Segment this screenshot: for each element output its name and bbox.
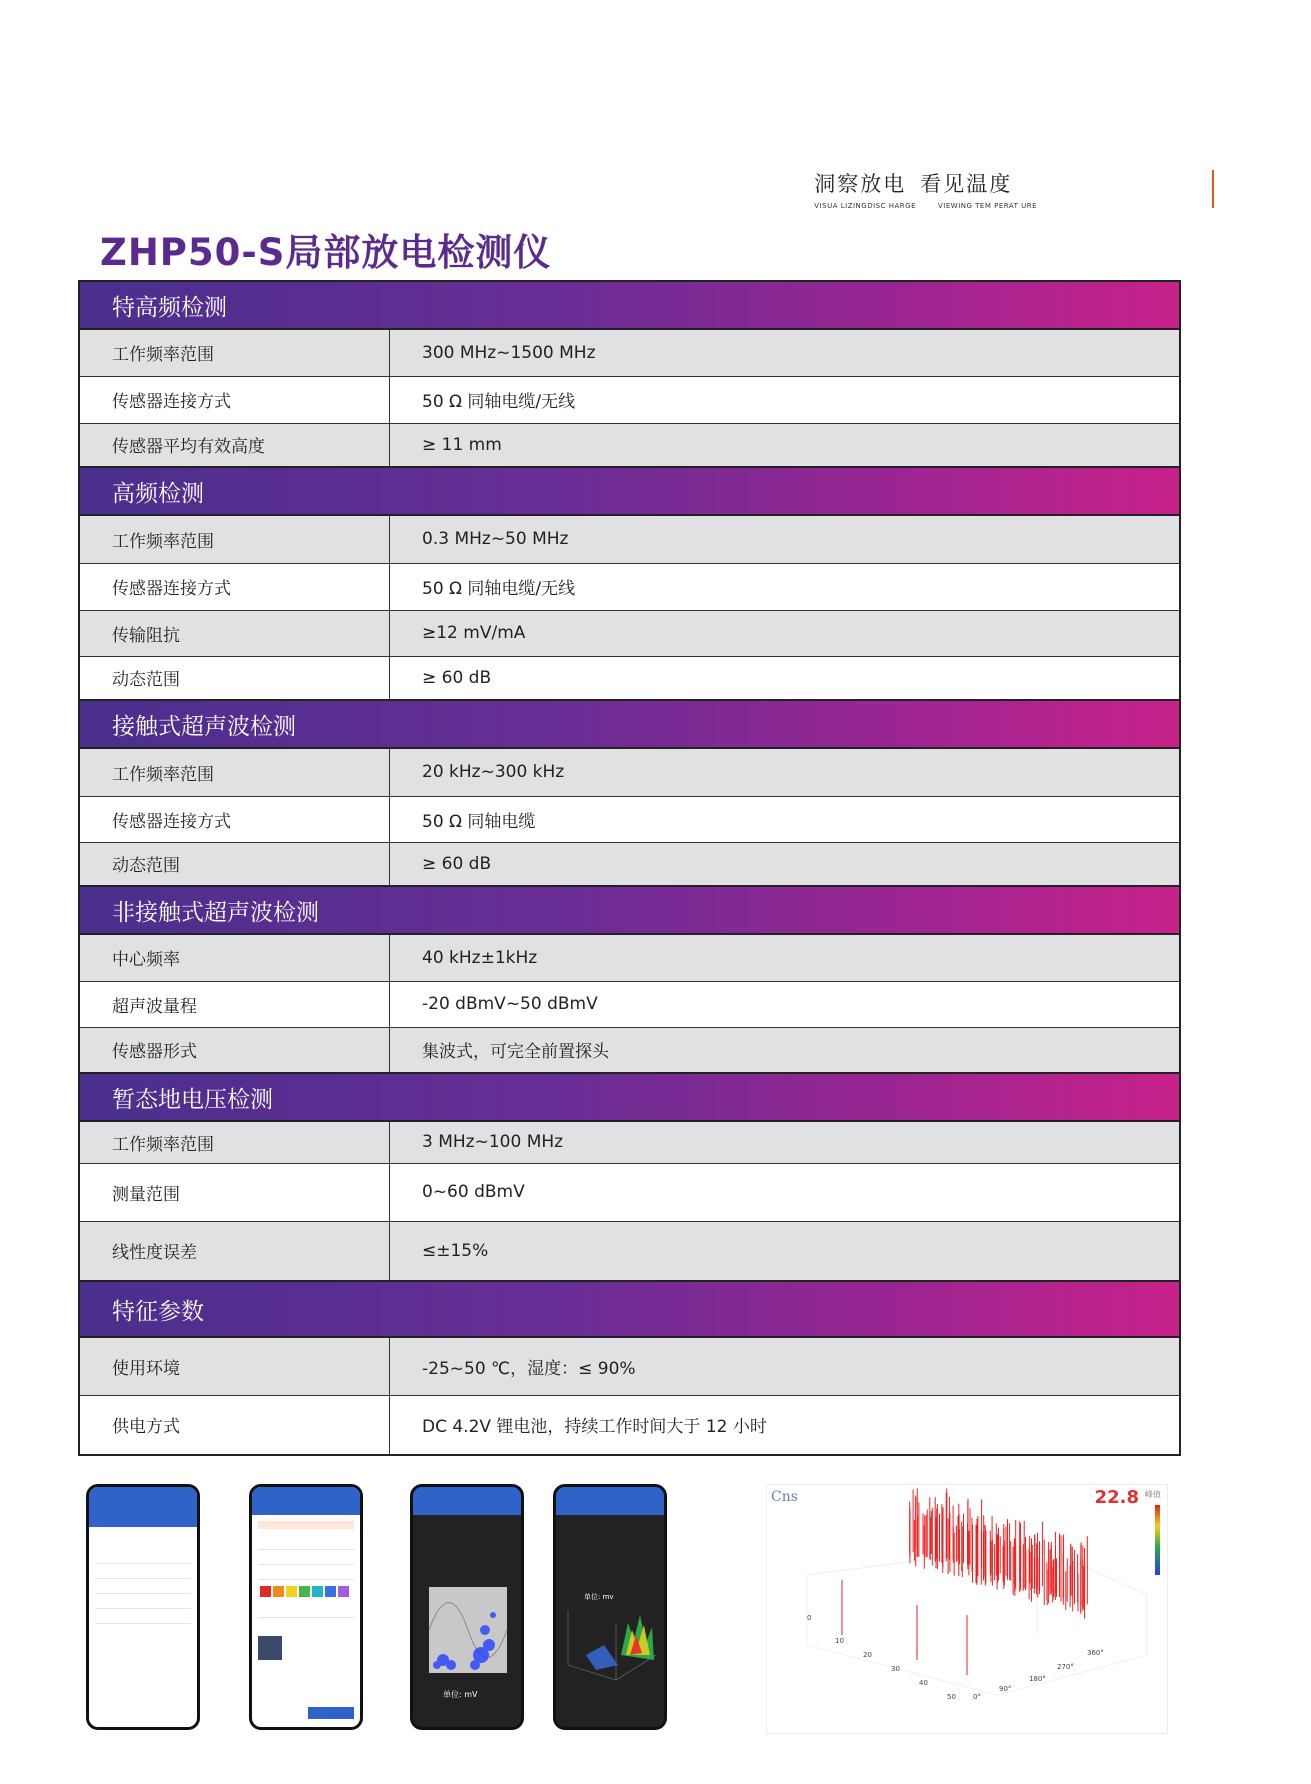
menu-row — [95, 1579, 191, 1594]
photo-thumbnail — [258, 1636, 282, 1660]
menu-row — [95, 1594, 191, 1609]
y-tick: 50 — [947, 1693, 956, 1701]
brand-slogan — [814, 168, 1059, 210]
phone4-unit: 单位: mv — [584, 1593, 614, 1601]
menu-row — [95, 1564, 191, 1579]
slogan-en-2: VIEWING TEM PERAT URE — [938, 202, 1037, 210]
table-row: 线性度误差 ≤±15% — [79, 1221, 1180, 1281]
phone3-unit: 单位: mV — [443, 1690, 478, 1699]
menu-row — [95, 1549, 191, 1564]
prps-3d-svg — [767, 1485, 1167, 1733]
table-row: 传感器连接方式 50 Ω 同轴电缆/无线 — [79, 376, 1180, 423]
y-tick: 0 — [807, 1614, 812, 1622]
y-tick: 40 — [919, 1679, 928, 1687]
table-row: 动态范围 ≥ 60 dB — [79, 842, 1180, 886]
table-row: 使用环境 -25~50 ℃，湿度：≤ 90% — [79, 1337, 1180, 1395]
table-row: 传输阻抗 ≥12 mV/mA — [79, 610, 1180, 656]
x-tick: 360° — [1087, 1649, 1104, 1657]
table-row: 测量范围 0~60 dBmV — [79, 1163, 1180, 1221]
x-tick: 0° — [973, 1693, 981, 1701]
section-header: 暂态地电压检测 — [79, 1073, 1180, 1121]
x-tick: 270° — [1057, 1663, 1074, 1671]
section-header: 接触式超声波检测 — [79, 700, 1180, 748]
section-header: 高频检测 — [79, 467, 1180, 515]
submit-button — [308, 1707, 354, 1719]
section-header: 特高频检测 — [79, 281, 1180, 329]
phone-screenshot-prpd — [410, 1484, 524, 1730]
slogan-cn-1: 洞察放电 — [814, 172, 907, 196]
table-row: 中心频率 40 kHz±1kHz — [79, 934, 1180, 981]
table-row: 超声波量程 -20 dBmV~50 dBmV — [79, 981, 1180, 1027]
peak-label: 峰值 — [1145, 1490, 1161, 1499]
prps-3d-plot — [556, 1515, 664, 1715]
phone-screenshot-menu — [86, 1484, 200, 1730]
page-title: ZHP50-S局部放电检测仪 — [100, 231, 552, 274]
y-tick: 20 — [863, 1651, 872, 1659]
table-row: 传感器连接方式 50 Ω 同轴电缆/无线 — [79, 563, 1180, 610]
x-tick: 90° — [999, 1685, 1012, 1693]
section-header: 特征参数 — [79, 1281, 1180, 1337]
table-row: 动态范围 ≥ 60 dB — [79, 656, 1180, 700]
prps-3d-chart — [766, 1484, 1168, 1734]
peak-value: 22.8 — [1094, 1487, 1139, 1508]
plot-badge: Cns — [771, 1489, 798, 1505]
table-row: 工作频率范围 20 kHz~300 kHz — [79, 748, 1180, 796]
y-tick: 30 — [891, 1665, 900, 1673]
table-row: 工作频率范围 300 MHz~1500 MHz — [79, 329, 1180, 376]
table-row: 传感器形式 集波式，可完全前置探头 — [79, 1027, 1180, 1073]
slogan-en-1: VISUA LIZINGDISC HARGE — [814, 202, 916, 210]
y-tick: 10 — [835, 1637, 844, 1645]
screenshot-gallery — [78, 1484, 1178, 1734]
table-row: 传感器平均有效高度 ≥ 11 mm — [79, 423, 1180, 467]
x-tick: 180° — [1029, 1675, 1046, 1683]
color-swatches — [260, 1586, 352, 1597]
section-header: 非接触式超声波检测 — [79, 886, 1180, 934]
menu-row — [95, 1609, 191, 1624]
prpd-scatter-plot — [413, 1515, 521, 1715]
brand-divider — [1212, 170, 1214, 208]
phone-screenshot-prps — [553, 1484, 667, 1730]
table-row: 工作频率范围 0.3 MHz~50 MHz — [79, 515, 1180, 563]
table-row: 供电方式 DC 4.2V 锂电池，持续工作时间大于 12 小时 — [79, 1395, 1180, 1455]
table-row: 传感器连接方式 50 Ω 同轴电缆 — [79, 796, 1180, 842]
spec-table — [78, 280, 1181, 1456]
phone-screenshot-form — [249, 1484, 363, 1730]
slogan-cn-2: 看见温度 — [920, 172, 1013, 196]
table-row: 工作频率范围 3 MHz~100 MHz — [79, 1121, 1180, 1163]
